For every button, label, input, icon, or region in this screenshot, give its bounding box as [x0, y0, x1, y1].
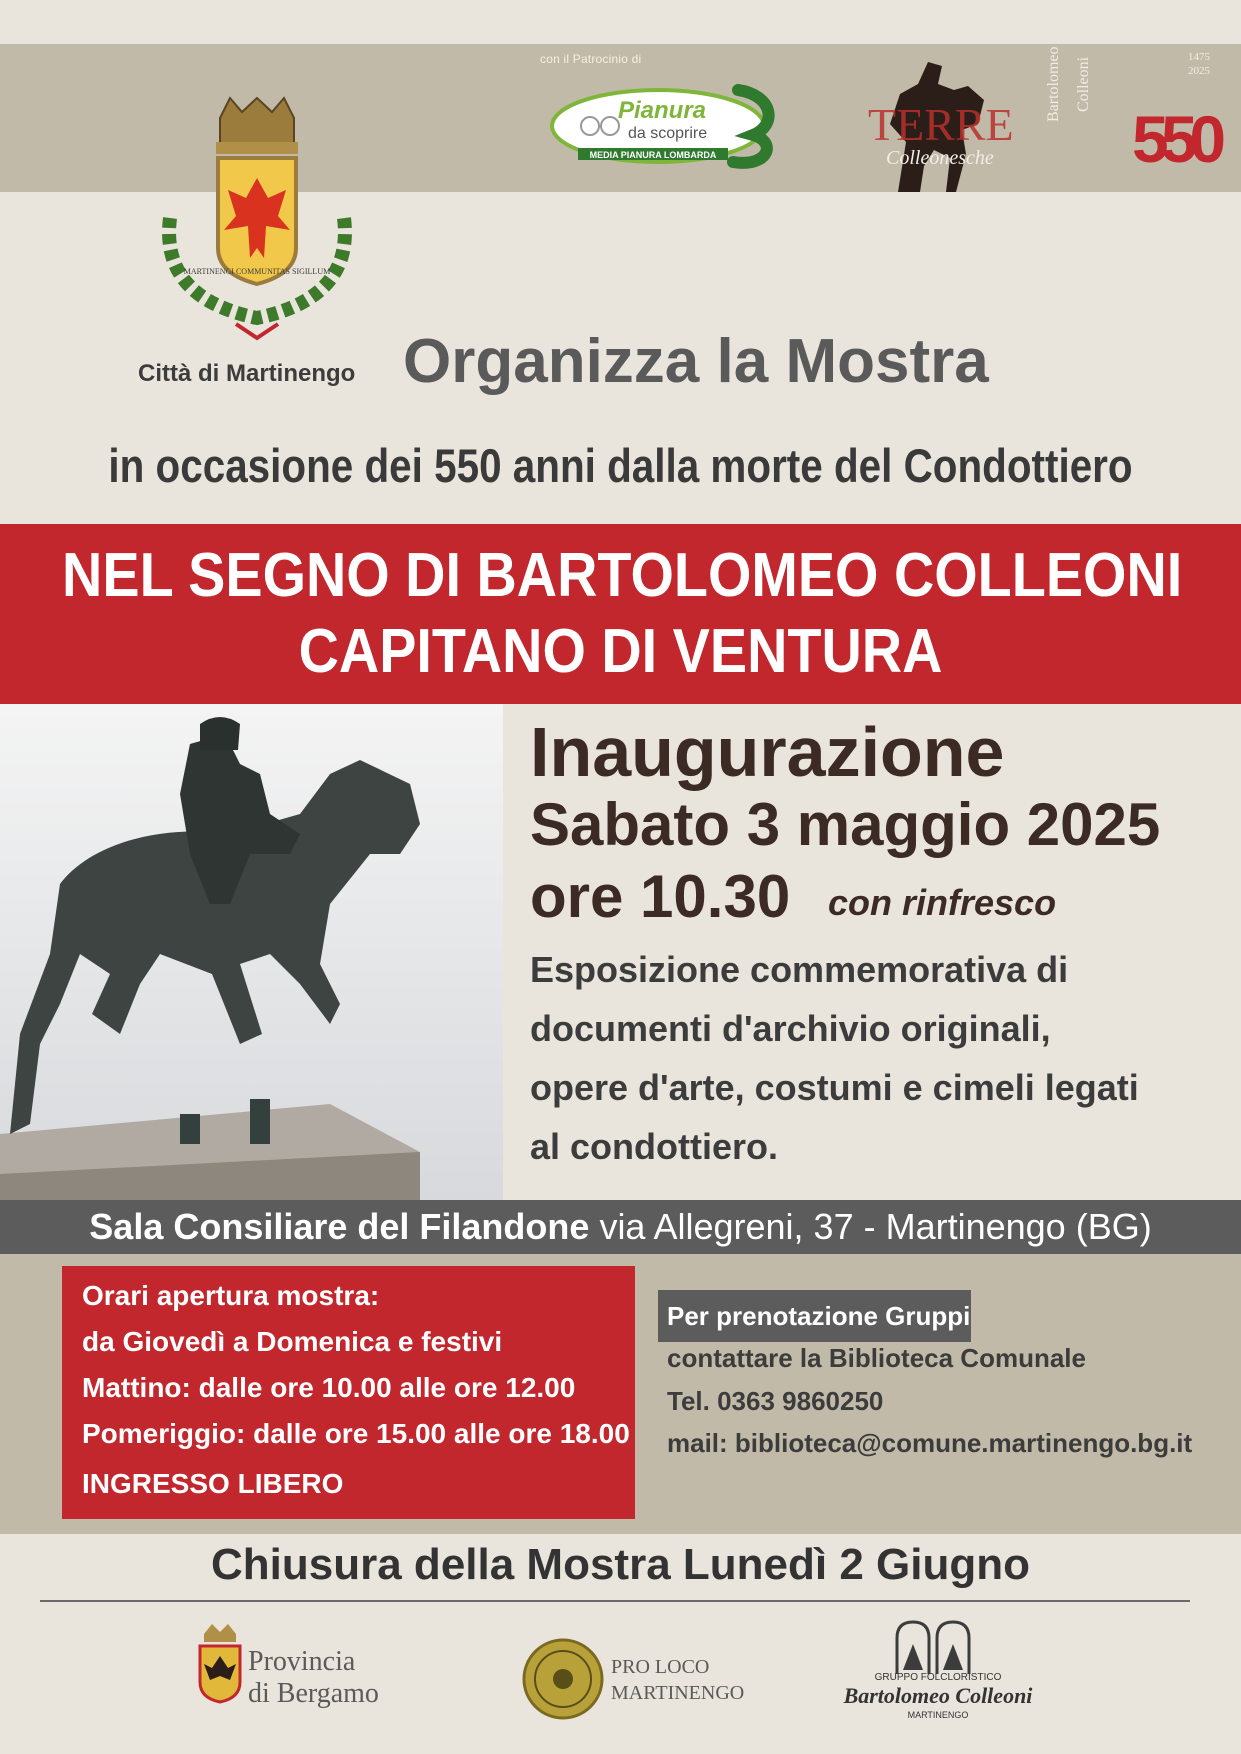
anniv-years1: 1475: [1188, 51, 1210, 63]
colleoni-550-logo: [1045, 42, 1219, 176]
closing-date: Chiusura della Mostra Lunedì 2 Giugno: [211, 1540, 1030, 1589]
venue-name: Sala Consiliare del Filandone: [89, 1206, 590, 1247]
terre-colleonesche-logo: [858, 54, 1038, 192]
hours-days: da Giovedì a Domenica e festivi: [82, 1326, 503, 1357]
pianura-title: Pianura: [618, 97, 707, 124]
event-time: ore 10.30: [530, 863, 791, 930]
patrocinio-label: con il Patrocinio di: [540, 52, 642, 66]
title-banner: [0, 524, 1241, 704]
anniv-name2: Colleoni: [1075, 56, 1092, 112]
event-date: Sabato 3 maggio 2025: [530, 791, 1161, 858]
venue-band: [0, 1200, 1241, 1254]
hours-title: Orari apertura mostra:: [82, 1280, 380, 1311]
martinengo-crest: [150, 98, 365, 348]
description-line: opere d'arte, costumi e cimeli legati: [530, 1067, 1139, 1108]
footer-divider: [40, 1600, 1190, 1602]
pro-loco-seal-icon: [522, 1638, 604, 1720]
inauguration-heading: Inaugurazione: [530, 713, 1005, 791]
event-extra: con rinfresco: [828, 882, 1057, 923]
venue-address: via Allegreni, 37 - Martinengo (BG): [599, 1206, 1152, 1247]
provincia-bergamo-crest-icon: [196, 1624, 244, 1704]
hours-morning: Mattino: dalle ore 10.00 alle ore 12.00: [82, 1372, 576, 1403]
groups-contact: contattare la Biblioteca Comunale: [667, 1343, 1086, 1373]
description-line: Esposizione commemorativa di: [530, 949, 1069, 990]
occasion-subtitle: in occasione dei 550 anni dalla morte del Condottiero: [108, 439, 1133, 492]
organizer-title: Organizza la Mostra: [403, 327, 989, 396]
proloco-line2: MARTINENGO: [611, 1682, 745, 1704]
anniv-550-text: 550: [1132, 102, 1219, 176]
gruppo-line1: GRUPPO FOLCLORISTICO: [874, 1672, 1002, 1683]
opening-hours-box: [62, 1266, 635, 1519]
groups-phone: Tel. 0363 9860250: [667, 1386, 884, 1416]
provincia-line2: di Bergamo: [248, 1678, 379, 1709]
anniv-years2: 2025: [1188, 65, 1210, 77]
colleoni-statue-image: [0, 704, 503, 1200]
terre-title: TERRE: [868, 99, 1014, 150]
gruppo-line2: Bartolomeo Colleoni: [843, 1683, 1033, 1708]
proloco-line1: PRO LOCO: [611, 1656, 710, 1678]
hours-afternoon: Pomeriggio: dalle ore 15.00 alle ore 18.00: [82, 1418, 630, 1449]
pianura-region: MEDIA PIANURA LOMBARDA: [589, 150, 717, 160]
banner-line1: NEL SEGNO DI BARTOLOMEO COLLEONI: [62, 541, 1183, 610]
description-line: documenti d'archivio originali,: [530, 1008, 1051, 1049]
event-description: [530, 940, 1230, 1176]
gruppo-line3: MARTINENGO: [907, 1710, 969, 1720]
terre-subtitle: Colleonesche: [886, 147, 994, 169]
description-line: al condottiero.: [530, 1126, 779, 1167]
pianura-subtitle: da scoprire: [628, 125, 708, 142]
banner-line2: CAPITANO DI VENTURA: [298, 617, 943, 686]
groups-title: Per prenotazione Gruppi: [658, 1290, 971, 1342]
organizer-city: Città di Martinengo: [138, 360, 356, 387]
crest-motto: MARTINENGI COMMUNITAS SIGILLUM: [183, 267, 331, 276]
groups-mail[interactable]: mail: biblioteca@comune.martinengo.bg.it: [667, 1428, 1193, 1458]
gruppo-folcloristico-figures-icon: [893, 1620, 973, 1674]
anniv-name1: Bartolomeo: [1045, 46, 1062, 122]
provincia-line1: Provincia: [248, 1646, 356, 1677]
hours-entry: INGRESSO LIBERO: [82, 1468, 344, 1499]
pianura-da-scoprire-logo: [548, 80, 788, 172]
